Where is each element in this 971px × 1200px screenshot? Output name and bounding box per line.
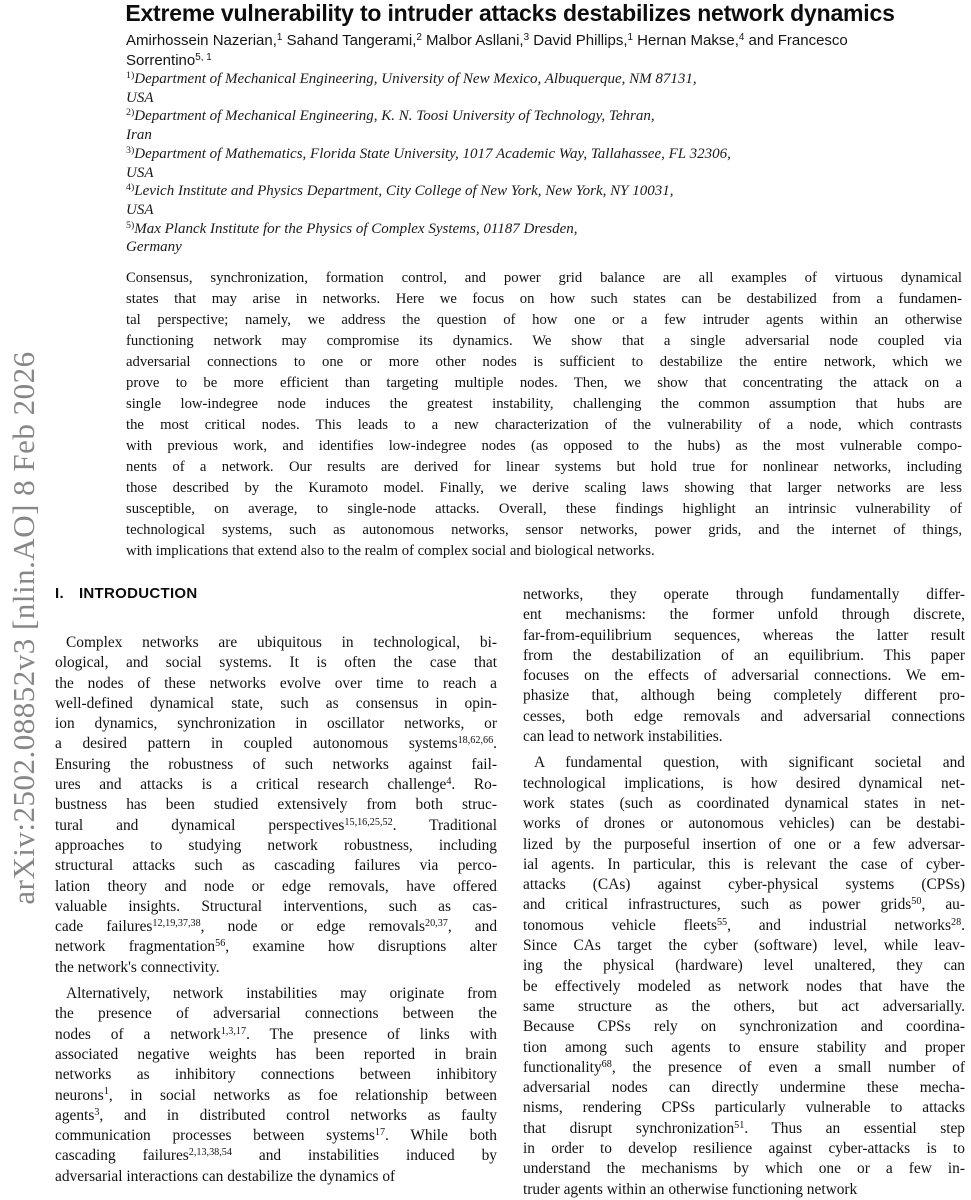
text-line: the most critical nodes. This leads to a new characterization of the vulnerability of a node, which contrasts — [126, 417, 962, 433]
text-line: Sorrentino$^{5, 1}$ — [126, 51, 212, 69]
section-title: INTRODUCTION — [78, 585, 198, 602]
text-line: ures and attacks is a critical research challenge$^4$. Ro- — [55, 776, 497, 794]
text-line: and critical infrastructures, such as power grids$^{50}$, au- — [523, 896, 965, 914]
text-line: cesses, both edge removals and adversarial connections — [523, 707, 965, 725]
text-line: neurons$^1$, in social networks as foe relationship between — [55, 1086, 497, 1104]
affiliation-country-line: Germany — [126, 239, 182, 256]
affiliation-country-line: USA — [126, 164, 154, 181]
affiliation — [126, 107, 956, 144]
text-line: networks as inhibitory connections between inhibitory — [55, 1066, 497, 1084]
text-line: lized by the purposeful insertion of one or a few adversar- — [523, 835, 965, 853]
text-line: nisms, rendering CPSs particularly vulnerable to attacks — [523, 1099, 965, 1117]
authors-block — [126, 31, 946, 70]
text-line: prove to be more efficient than targeting multiple nodes. Then, we show that concentrating the attack on a — [126, 375, 962, 391]
paper-title: Extreme vulnerability to intruder attacks destabilizes network dynamics — [125, 0, 895, 26]
affiliation-main-line: $^{5)}$Max Planck Institute for the Physics of Complex Systems, 01187 Dresden, — [126, 219, 578, 237]
text-line: functioning network may compromise its dynamics. We show that a single adversarial node coupled via — [126, 333, 962, 349]
text-line: phasize that, although being completely different pro- — [523, 687, 965, 705]
text-line: agents$^3$, and in distributed control networks as faulty — [55, 1106, 497, 1124]
text-line: approaches to studying network robustness, including — [55, 836, 497, 854]
text-line: attacks (CAs) against cyber-physical systems (CPSs) — [523, 876, 965, 894]
affiliation-country-line: Iran — [126, 127, 152, 144]
section-number: I. — [55, 585, 64, 602]
paragraph — [55, 633, 497, 978]
affiliation-country-line: USA — [126, 89, 154, 106]
text-line: well-defined dynamical state, such as consensus in opin- — [55, 694, 497, 712]
text-line: Consensus, synchronization, formation control, and power grid balance are all examples of virtuous dynamical — [126, 270, 962, 286]
text-line: ent mechanisms: the former unfold through discrete, — [523, 606, 965, 624]
text-line: Amirhossein Nazerian,$^1$ Sahand Tangerami,$^2$ Malbor Asllani,$^3$ David Phillips,$^1$ Hernan Makse,$^4$ and Francesco — [126, 32, 848, 49]
section-heading — [55, 585, 497, 602]
text-line: with implications that extend also to the realm of complex social and biological networks. — [126, 543, 655, 559]
text-line: truder agents within an otherwise functioning network — [523, 1180, 858, 1198]
text-line: lation theory and node or edge removals, have offered — [55, 877, 497, 895]
intro-left-column — [55, 585, 497, 1200]
arxiv-watermark: arXiv:2502.08852v3 [nlin.AO] 8 Feb 2026 — [6, 351, 41, 905]
text-line: far-from-equilibrium sequences, whereas the latter result — [523, 626, 965, 644]
intro-right-column — [523, 585, 965, 1200]
text-line: in order to develop resilience against cyber-attacks is to — [523, 1140, 965, 1158]
affiliation-main-line: $^{2)}$Department of Mechanical Engineering, K. N. Toosi University of Technology, Tehran, — [126, 107, 655, 125]
text-line: cascading failures$^{2,13,38,54}$ and instabilities induced by — [55, 1147, 497, 1165]
text-line: Because CPSs rely on synchronization and coordina- — [523, 1018, 965, 1036]
text-line: be effectively modeled as network nodes that have the — [523, 977, 965, 995]
text-line: states that may arise in networks. Here we focus on how such states can be destabilized from a fundamen- — [126, 291, 962, 307]
affiliations-list — [126, 70, 956, 257]
text-line: the nodes of these networks evolve over time to reach a — [55, 674, 497, 692]
text-line: ological, and social systems. It is often the case that — [55, 654, 497, 672]
text-line: bustness has been studied extensively from both struc- — [55, 796, 497, 814]
affiliation-marker: 1) — [126, 70, 135, 82]
affiliation — [126, 145, 956, 182]
affiliation-marker: 4) — [126, 182, 135, 194]
left-column-paragraphs — [55, 633, 497, 1187]
text-line: single low-indegree node induces the greatest instability, challenging the common assumption that hubs are — [126, 396, 962, 412]
text-line: ion dynamics, synchronization in oscillator networks, or — [55, 715, 497, 733]
text-line: work states (such as coordinated dynamical states in net- — [523, 794, 965, 812]
text-line: Since CAs target the cyber (software) level, while leav- — [523, 937, 965, 955]
text-line: valuable insights. Structural interventions, such as cas- — [55, 897, 497, 915]
text-line: Ensuring the robustness of such networks against fail- — [55, 755, 497, 773]
affiliation-country-line: USA — [126, 201, 154, 218]
text-line: tion among such agents to ensure stability and proper — [523, 1038, 965, 1056]
text-line: those described by the Kuramoto model. Finally, we derive scaling laws showing that larger networks are less — [126, 480, 962, 496]
text-line: adversarial nodes can directly undermine these mecha- — [523, 1079, 965, 1097]
affiliation-marker: 2) — [126, 107, 135, 119]
text-line: same structure as the others, but act adversarially. — [523, 997, 965, 1015]
affiliation-main-line: $^{4)}$Levich Institute and Physics Department, City College of New York, New York, NY 10031, — [126, 182, 674, 200]
text-line: susceptible, on average, to single-node attacks. Overall, these findings highlight an intrinsic vulnerability of — [126, 501, 962, 517]
text-line: functionality$^{68}$, the presence of even a small number of — [523, 1058, 965, 1076]
text-line: technological implications, is how desired dynamical net- — [523, 774, 965, 792]
text-line: adversarial connections to one or more other nodes is sufficient to destabilize the entire network, which we — [126, 354, 962, 370]
text-line: nents of a network. Our results are derived for linear systems but hold true for nonlinear networks, including — [126, 459, 962, 475]
right-column-paragraphs — [523, 585, 965, 1200]
text-line: that disrupt synchronization$^{51}$. Thus an essential step — [523, 1119, 965, 1137]
text-line: network fragmentation$^{56}$, examine how disruptions alter — [55, 938, 497, 956]
introduction-body — [55, 585, 965, 1200]
text-line: nodes of a network$^{1,3,17}$. The presence of links with — [55, 1025, 497, 1043]
text-line: tonomous vehicle fleets$^{55}$, and industrial networks$^{28}$. — [523, 916, 965, 934]
text-line: adversarial interactions can destabilize the dynamics of — [55, 1167, 396, 1185]
text-line: can lead to network instabilities. — [523, 728, 723, 746]
text-line: communication processes between systems$^{17}$. While both — [55, 1127, 497, 1145]
text-line: focuses on the effects of adversarial connections. We em- — [523, 667, 965, 685]
text-line: A fundamental question, with significant societal and — [534, 754, 965, 772]
text-line: a desired pattern in coupled autonomous systems$^{18,62,66}$. — [55, 735, 497, 753]
text-line: tural and dynamical perspectives$^{15,16,25,52}$. Traditional — [55, 816, 497, 834]
text-line: Complex networks are ubiquitous in technological, bi- — [66, 634, 497, 651]
affiliation-main-line: $^{1)}$Department of Mechanical Engineering, University of New Mexico, Albuquerque, NM 87131, — [126, 70, 697, 87]
affiliation-marker: 5) — [126, 219, 135, 231]
paragraph — [523, 585, 965, 747]
text-line: structural attacks such as cascading failures via perco- — [55, 857, 497, 875]
text-line: Alternatively, network instabilities may originate from — [66, 985, 497, 1003]
text-line: the network's connectivity. — [55, 958, 220, 976]
text-line: associated negative weights has been reported in brain — [55, 1045, 497, 1063]
abstract-text — [126, 268, 962, 562]
affiliation — [126, 182, 956, 219]
text-line: networks, they operate through fundamentally differ- — [523, 586, 965, 603]
text-line: the presence of adversarial connections between the — [55, 1005, 497, 1023]
text-line: works of drones or autonomous vehicles) can be destabi- — [523, 815, 965, 833]
text-line: tal perspective; namely, we address the question of how one or a few intruder agents within an otherwise — [126, 312, 962, 328]
paragraph — [523, 753, 965, 1200]
affiliation — [126, 220, 956, 257]
affiliation-main-line: $^{3)}$Department of Mathematics, Florida State University, 1017 Academic Way, Tallahassee, FL 32306, — [126, 144, 731, 162]
affiliation-marker: 3) — [126, 144, 135, 156]
text-line: from the destabilization of an equilibrium. This paper — [523, 646, 965, 664]
text-line: understand the mechanisms by which one or a few in- — [523, 1160, 965, 1178]
text-line: ing the physical (hardware) level unaltered, they can — [523, 957, 965, 975]
text-line: with previous work, and identifies low-indegree nodes (as opposed to the hubs) as the most vulnerable compo- — [126, 438, 962, 454]
paragraph — [55, 984, 497, 1187]
text-line: technological systems, such as autonomous networks, sensor networks, power grids, and the internet of things, — [126, 522, 962, 538]
text-line: ial agents. In particular, this is relevant the case of cyber- — [523, 855, 965, 873]
text-line: cade failures$^{12,19,37,38}$, node or edge removals$^{20,37}$, and — [55, 918, 497, 936]
affiliation — [126, 70, 956, 107]
